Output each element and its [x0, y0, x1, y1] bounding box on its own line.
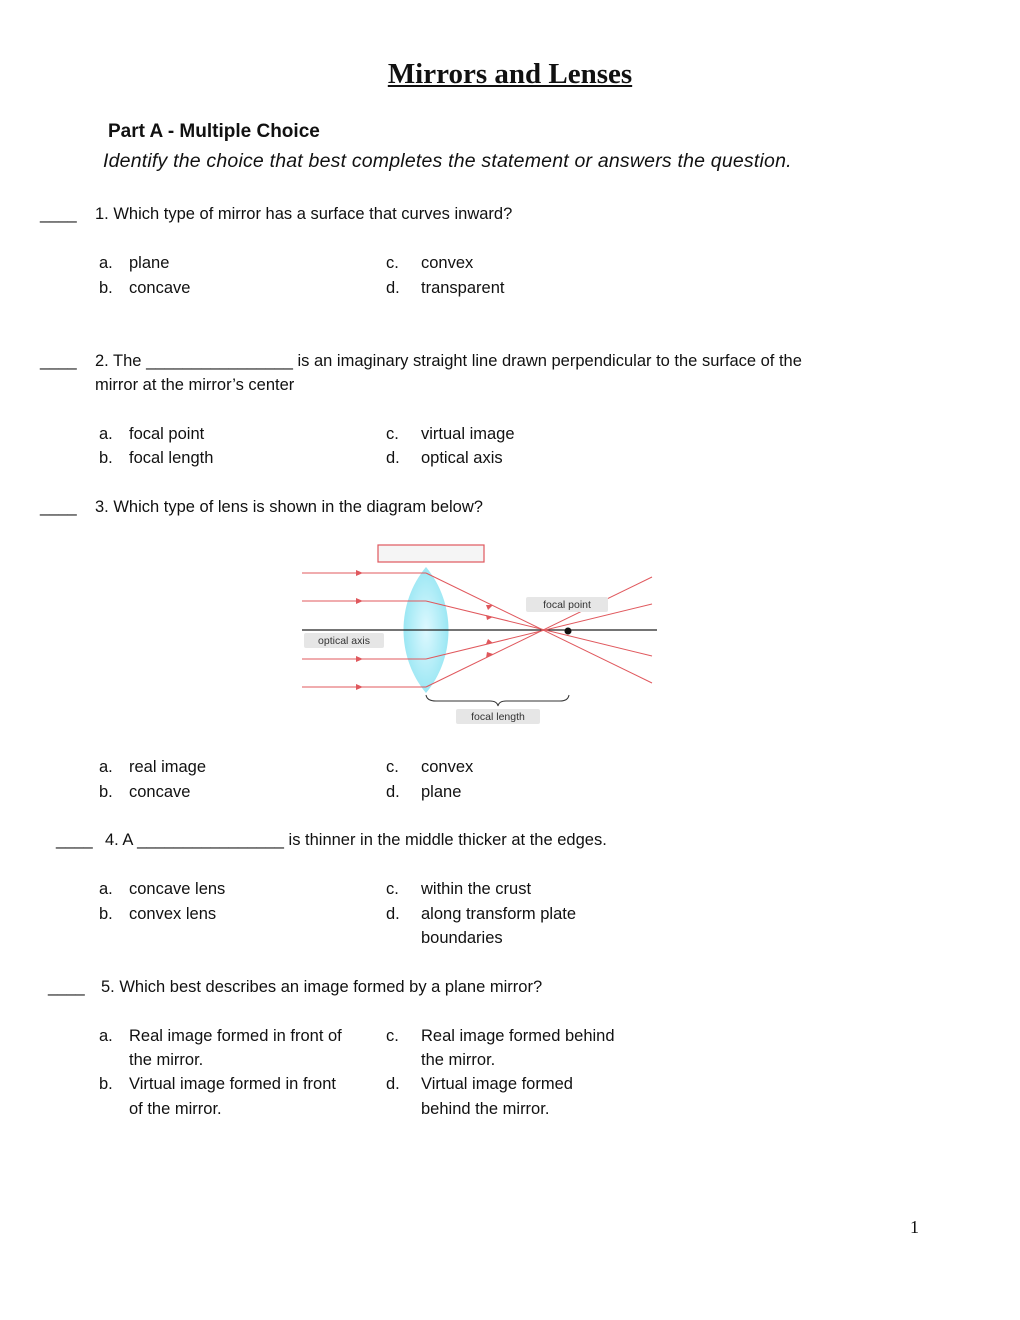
option-letter: a. [99, 758, 113, 776]
part-heading: Part A - Multiple Choice [108, 121, 320, 142]
question-2-text-line1: 2. The ________________ is an imaginary straight line drawn perpendicular to the surface of the [95, 352, 802, 370]
answer-blank-1[interactable]: ____ [40, 205, 77, 223]
option-5d-line2: behind the mirror. [421, 1100, 550, 1118]
option-3c[interactable]: convex [421, 758, 474, 776]
refracted-arrowheads [486, 605, 493, 658]
focal-length-brace [426, 695, 569, 706]
page-number: 1 [910, 1217, 919, 1237]
option-4b[interactable]: convex lens [129, 905, 217, 923]
optical-axis-label: optical axis [318, 635, 370, 647]
question-2-text-line2: mirror at the mirror’s center [95, 376, 295, 394]
option-letter: d. [386, 449, 400, 467]
option-letter: b. [99, 279, 113, 297]
question-5-text: 5. Which best describes an image formed by a plane mirror? [101, 978, 543, 996]
option-4d[interactable]: along transform plate [421, 905, 577, 923]
focal-point-label: focal point [543, 599, 591, 611]
option-letter: b. [99, 1075, 113, 1093]
instructions: Identify the choice that best completes the statement or answers the question. [103, 150, 792, 172]
option-1b[interactable]: concave [129, 279, 191, 297]
option-1a[interactable]: plane [129, 254, 170, 272]
option-letter: c. [386, 425, 399, 443]
option-5b[interactable]: Virtual image formed in front [129, 1075, 336, 1093]
question-3-text: 3. Which type of lens is shown in the diagram below? [95, 498, 483, 516]
option-1d[interactable]: transparent [421, 279, 505, 297]
option-2a[interactable]: focal point [129, 425, 205, 443]
option-2d[interactable]: optical axis [421, 449, 503, 467]
focal-point-dot [565, 628, 572, 635]
option-letter: c. [386, 758, 399, 776]
option-5b-line2: of the mirror. [129, 1100, 222, 1118]
option-4c[interactable]: within the crust [421, 880, 532, 898]
option-2b[interactable]: focal length [129, 449, 214, 467]
option-letter: d. [386, 905, 400, 923]
answer-blank-3[interactable]: ____ [40, 498, 77, 516]
option-letter: c. [386, 254, 399, 272]
convex-lens-diagram [300, 543, 662, 728]
question-4-text: 4. A ________________ is thinner in the middle thicker at the edges. [105, 831, 607, 849]
answer-blank-4[interactable]: ____ [56, 831, 93, 849]
option-letter: c. [386, 880, 399, 898]
option-5d[interactable]: Virtual image formed [421, 1075, 573, 1093]
option-letter: d. [386, 1075, 400, 1093]
answer-blank-5[interactable]: ____ [48, 978, 85, 996]
option-letter: c. [386, 1027, 399, 1045]
option-5c-line2: the mirror. [421, 1051, 496, 1069]
option-letter: a. [99, 1027, 113, 1045]
option-3a[interactable]: real image [129, 758, 207, 776]
option-5c[interactable]: Real image formed behind [421, 1027, 615, 1045]
option-letter: b. [99, 783, 113, 801]
option-letter: b. [99, 449, 113, 467]
option-letter: a. [99, 254, 113, 272]
answer-blank-2[interactable]: ____ [40, 352, 77, 370]
option-3b[interactable]: concave [129, 783, 191, 801]
question-1-text: 1. Which type of mirror has a surface that curves inward? [95, 205, 513, 223]
option-5a[interactable]: Real image formed in front of [129, 1027, 342, 1045]
option-4d-line2: boundaries [421, 929, 503, 947]
option-letter: d. [386, 279, 400, 297]
option-letter: d. [386, 783, 400, 801]
option-5a-line2: the mirror. [129, 1051, 204, 1069]
option-4a[interactable]: concave lens [129, 880, 226, 898]
option-letter: b. [99, 905, 113, 923]
option-1c[interactable]: convex [421, 254, 474, 272]
option-letter: a. [99, 425, 113, 443]
option-letter: a. [99, 880, 113, 898]
option-2c[interactable]: virtual image [421, 425, 515, 443]
page-title: Mirrors and Lenses [387, 58, 633, 90]
option-3d[interactable]: plane [421, 783, 462, 801]
focal-length-label: focal length [471, 711, 525, 723]
diagram-answer-box [378, 545, 484, 562]
